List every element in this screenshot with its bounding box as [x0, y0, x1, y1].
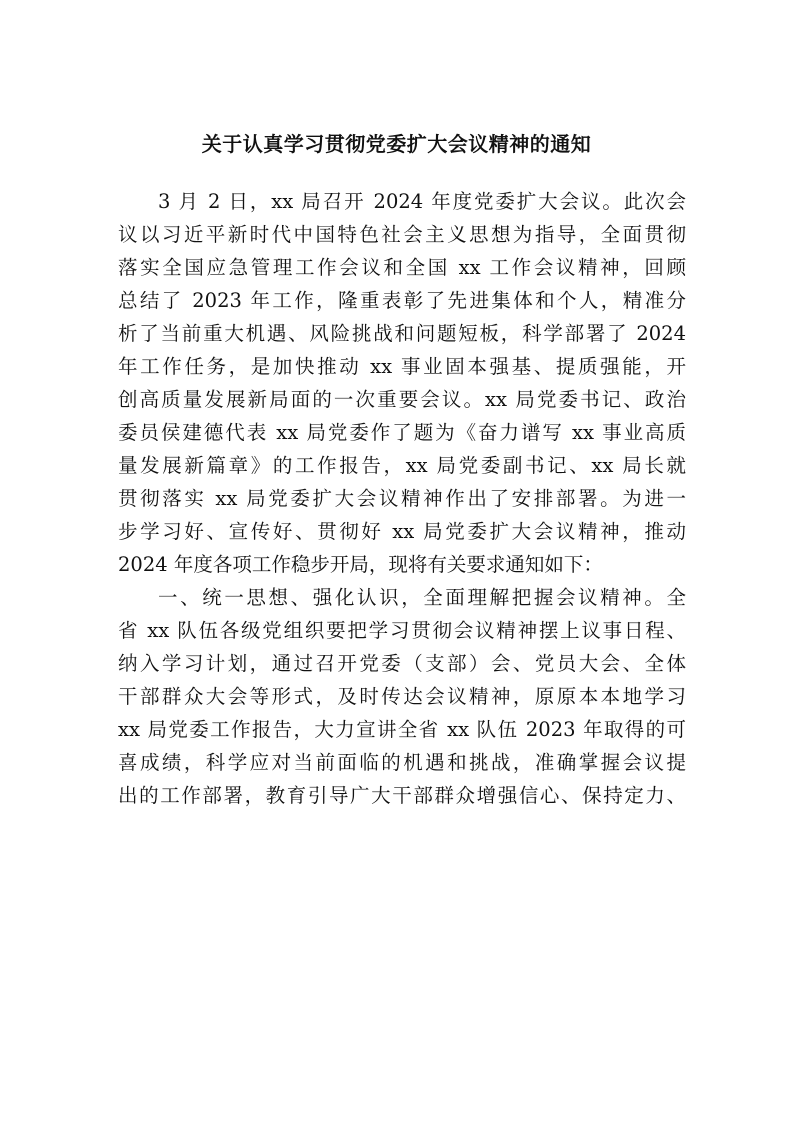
- document-title: 关于认真学习贯彻党委扩大会议精神的通知: [201, 132, 592, 156]
- paragraph-1-line-4: 总结了 2023 年工作，隆重表彰了先进集体和个人，精准分: [118, 289, 686, 312]
- paragraph-1-line-10: 贯彻落实 xx 局党委扩大会议精神作出了安排部署。为进一: [118, 487, 686, 510]
- paragraph-2-line-5: xx 局党委工作报告，大力宣讲全省 xx 队伍 2023 年取得的可: [118, 718, 686, 741]
- paragraph-1-line-2: 议以习近平新时代中国特色社会主义思想为指导，全面贯彻: [118, 223, 686, 246]
- paragraph-1-line-6: 年工作任务，是加快推动 xx 事业固本强基、提质强能，开: [118, 355, 686, 378]
- paragraph-2-line-4: 干部群众大会等形式，及时传达会议精神，原原本本地学习: [118, 685, 686, 708]
- paragraph-1-line-7: 创高质量发展新局面的一次重要会议。xx 局党委书记、政治: [118, 388, 686, 411]
- paragraph-2-line-6: 喜成绩，科学应对当前面临的机遇和挑战，准确掌握会议提: [118, 751, 686, 774]
- paragraph-1-line-11: 步学习好、宣传好、贯彻好 xx 局党委扩大会议精神，推动: [118, 520, 686, 543]
- document-body: [118, 185, 686, 812]
- paragraph-1-line-5: 析了当前重大机遇、风险挑战和问题短板，科学部署了 2024: [118, 322, 686, 345]
- paragraph-1-line-9: 量发展新篇章》的工作报告，xx 局党委副书记、xx 局长就: [118, 454, 686, 477]
- paragraph-1-line-12: 2024 年度各项工作稳步开局，现将有关要求通知如下：: [118, 553, 603, 576]
- paragraph-2-line-3: 纳入学习计划，通过召开党委（支部）会、党员大会、全体: [118, 652, 686, 675]
- paragraph-2-line-2: 省 xx 队伍各级党组织要把学习贯彻会议精神摆上议事日程、: [118, 619, 686, 642]
- paragraph-1-line-8: 委员侯建德代表 xx 局党委作了题为《奋力谱写 xx 事业高质: [118, 421, 686, 444]
- paragraph-2-line-1: 一、统一思想、强化认识，全面理解把握会议精神。全: [158, 586, 686, 609]
- paragraph-1-line-3: 落实全国应急管理工作会议和全国 xx 工作会议精神，回顾: [118, 256, 686, 279]
- paragraph-2-line-7: 出的工作部署，教育引导广大干部群众增强信心、保持定力、: [118, 784, 686, 807]
- paragraph-1-line-1: 3 月 2 日，xx 局召开 2024 年度党委扩大会议。此次会: [158, 190, 686, 213]
